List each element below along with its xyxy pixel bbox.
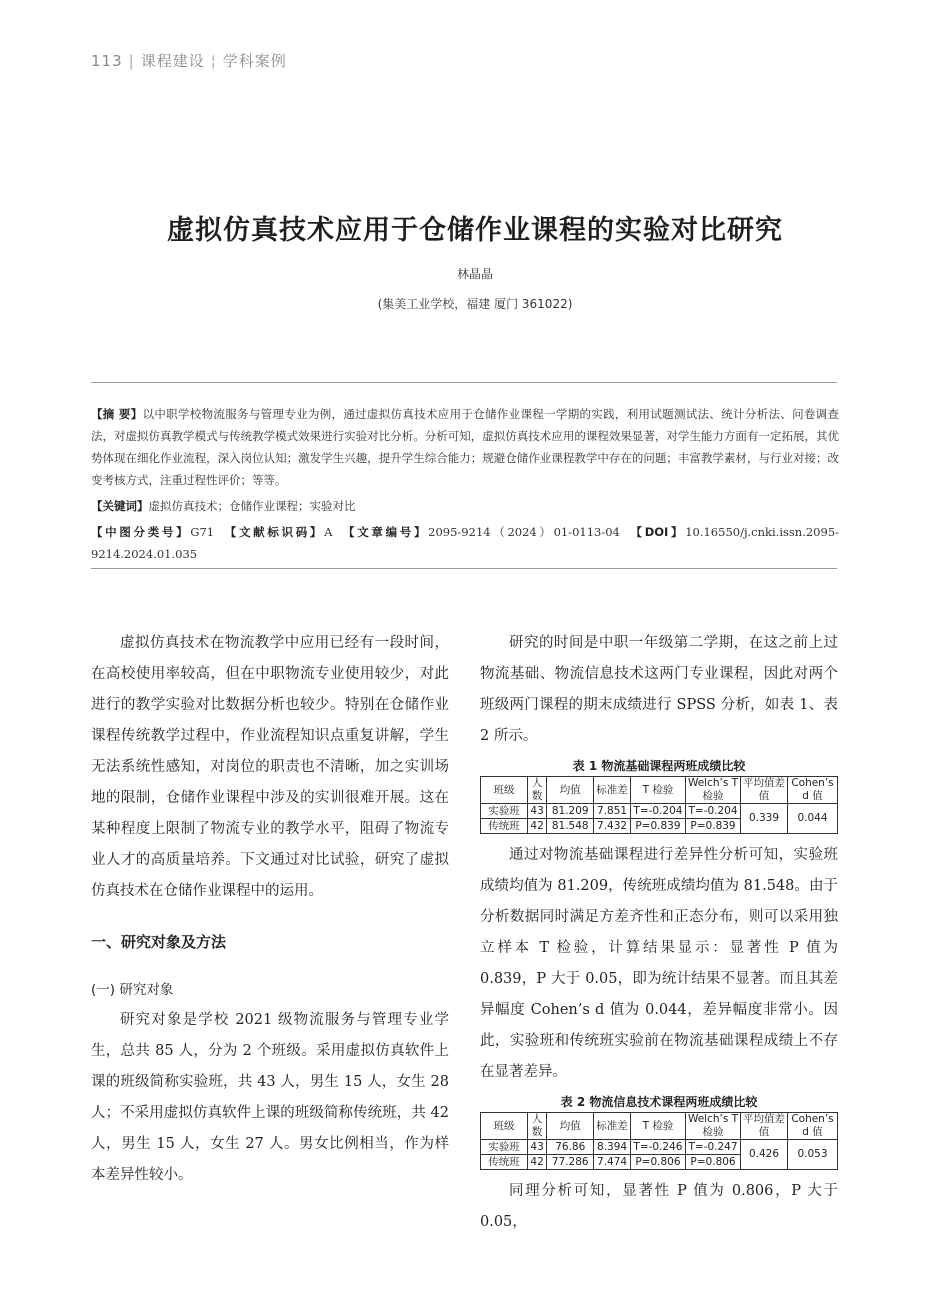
doc-code-label: 【文献标识码】: [222, 525, 325, 539]
intro-paragraph: 虚拟仿真技术在物流教学中应用已经有一段时间，在高校使用率较高，但在中职物流专业使用较少，对此进行的教学实验对比数据分析也较少。特别在仓储作业课程传统教学过程中，作业流程知识点重复讲解，学生无法系统性感知，对岗位的职责也不清晰，加之实训场地的限制，仓储作业课程中涉及的实训很难开展。这在某种程度上限制了物流专业的教学水平，阻碍了物流专业人才的高质量培养。下文通过对比试验，研究了虚拟仿真技术在仓储作业课程中的运用。: [91, 635, 449, 899]
section-heading: 一、研究对象及方法: [91, 933, 227, 951]
th-class: 班级: [481, 1113, 528, 1140]
cell-welch: T=-0.204: [685, 804, 740, 819]
th-mean-diff: 平均值差值: [741, 1113, 788, 1140]
table2-analysis-paragraph: 同理分析可知，显著性 P 值为 0.806，P 大于 0.05，: [480, 1183, 838, 1230]
table1: [480, 776, 838, 834]
subsection-heading: (一) 研究对象: [91, 982, 174, 998]
cell-class: 实验班: [481, 804, 528, 819]
article-no-label: 【文章编号】: [340, 525, 429, 539]
th-mean-diff: 平均值差值: [741, 777, 788, 804]
th-mean: 均值: [547, 777, 594, 804]
header-subsection: 学科案例: [222, 52, 287, 70]
th-t-test: T 检验: [630, 777, 685, 804]
doc-code-value: A: [324, 525, 333, 539]
abstract: [91, 403, 839, 491]
header-divider: |: [128, 52, 135, 70]
article-no-value: 2095-9214（2024）01-0113-04: [428, 525, 620, 539]
author-name: 林晶晶: [456, 267, 493, 281]
cell-sd: 8.394: [594, 1140, 631, 1155]
clc-value: G71: [190, 525, 215, 539]
bottom-rule: [91, 568, 837, 569]
table-header-row: [481, 777, 838, 804]
keywords: [91, 495, 839, 517]
th-count: 人数: [527, 1113, 546, 1140]
keywords-text: 虚拟仿真技术；仓储作业课程；实验对比: [148, 499, 356, 513]
right-column: [480, 628, 838, 1238]
cell-mean-diff: 0.339: [741, 804, 788, 834]
table2-caption: 表 2 物流信息技术课程两班成绩比较: [560, 1095, 758, 1109]
th-sd: 标准差: [594, 777, 631, 804]
cell-class: 传统班: [481, 1155, 528, 1170]
research-subjects-paragraph: 研究对象是学校 2021 级物流服务与管理专业学生，总共 85 人，分为 2 个班级。采用虚拟仿真软件上课的班级简称实验班，共 43 人，男生 15 人，女生 28 人；不采用虚拟仿真软件上课的班级简称传统班，共 42 人，男生 15 人，女生 27 人。男女比例相当，作为样本差异性较小。: [91, 1012, 449, 1183]
th-t-test: T 检验: [630, 1113, 685, 1140]
cell-count: 42: [527, 819, 546, 834]
research-time-paragraph: 研究的时间是中职一年级第二学期，在这之前上过物流基础、物流信息技术这两门专业课程，因此对两个班级两门课程的期末成绩进行 SPSS 分析，如表 1、表 2 所示。: [480, 635, 838, 744]
cell-welch: T=-0.247: [685, 1140, 740, 1155]
top-rule: [91, 382, 837, 383]
keywords-label: 【关键词】: [91, 499, 149, 513]
article-title: 虚拟仿真技术应用于仓储作业课程的实验对比研究: [167, 215, 783, 246]
th-cohen-d: Cohen’s d 值: [787, 1113, 837, 1140]
th-mean: 均值: [547, 1113, 594, 1140]
th-welch: Welch’s T 检验: [685, 1113, 740, 1140]
cell-count: 43: [527, 1140, 546, 1155]
cell-mean: 77.286: [547, 1155, 594, 1170]
cell-welch: P=0.806: [685, 1155, 740, 1170]
table-row: [481, 1140, 838, 1155]
running-header: [91, 50, 287, 71]
cell-class: 传统班: [481, 819, 528, 834]
header-section: 课程建设: [140, 52, 205, 70]
abstract-text: 以中职学校物流服务与管理专业为例，通过虚拟仿真技术应用于仓储作业课程一学期的实践，利用试题测试法、统计分析法、问卷调查法，对虚拟仿真教学模式与传统教学模式效果进行实验对比分析。分析可知，虚拟仿真技术应用的课程效果显著，对学生能力方面有一定拓展，其优势体现在细化作业流程，深入岗位认知；激发学生兴趣，提升学生综合能力；规避仓储作业课程教学中存在的问题；丰富教学素材，与行业对接；改变考核方式，注重过程性评价；等等。: [91, 407, 839, 487]
cell-t: T=-0.246: [630, 1140, 685, 1155]
cell-t: P=0.806: [630, 1155, 685, 1170]
cell-cohen-d: 0.053: [787, 1140, 837, 1170]
cell-class: 实验班: [481, 1140, 528, 1155]
cell-sd: 7.851: [594, 804, 631, 819]
th-count: 人数: [527, 777, 546, 804]
th-sd: 标准差: [594, 1113, 631, 1140]
table2: [480, 1112, 838, 1170]
cell-t: P=0.839: [630, 819, 685, 834]
cell-mean-diff: 0.426: [741, 1140, 788, 1170]
cell-sd: 7.432: [594, 819, 631, 834]
th-welch: Welch’s T 检验: [685, 777, 740, 804]
cell-sd: 7.474: [594, 1155, 631, 1170]
table-row: [481, 804, 838, 819]
abstract-block: [91, 403, 839, 565]
classification-line: [91, 521, 839, 565]
table1-analysis-paragraph: 通过对物流基础课程进行差异性分析可知，实验班成绩均值为 81.209，传统班成绩均值为 81.548。由于分析数据同时满足方差齐性和正态分布，则可以采用独立样本 T 检验，计算结果显示：显著性 P 值为 0.839，P 大于 0.05，即为统计结果不显著。而且其差异幅度 Cohen’s d 值为 0.044，差异幅度非常小。因此，实验班和传统班实验前在物流基础课程成绩上不存在显著差异。: [480, 847, 838, 1080]
th-class: 班级: [481, 777, 528, 804]
cell-mean: 81.548: [547, 819, 594, 834]
cell-t: T=-0.204: [630, 804, 685, 819]
cell-cohen-d: 0.044: [787, 804, 837, 834]
left-column: [91, 628, 449, 1191]
cell-mean: 76.86: [547, 1140, 594, 1155]
doi-label: 【DOI】: [627, 525, 686, 539]
table1-caption: 表 1 物流基础课程两班成绩比较: [572, 759, 746, 773]
table-header-row: [481, 1113, 838, 1140]
cell-count: 43: [527, 804, 546, 819]
cell-mean: 81.209: [547, 804, 594, 819]
cell-welch: P=0.839: [685, 819, 740, 834]
doi-value: 10.16550/j.cnki.issn.2095-9214.2024.01.035: [91, 525, 840, 561]
th-cohen-d: Cohen’s d 值: [787, 777, 837, 804]
abstract-label: 【摘 要】: [91, 407, 143, 421]
clc-label: 【中图分类号】: [91, 525, 191, 539]
cell-count: 42: [527, 1155, 546, 1170]
author-affiliation: (集美工业学校，福建 厦门 361022): [377, 297, 573, 311]
page-number: 113: [91, 52, 123, 70]
header-divider: ¦: [210, 52, 217, 70]
